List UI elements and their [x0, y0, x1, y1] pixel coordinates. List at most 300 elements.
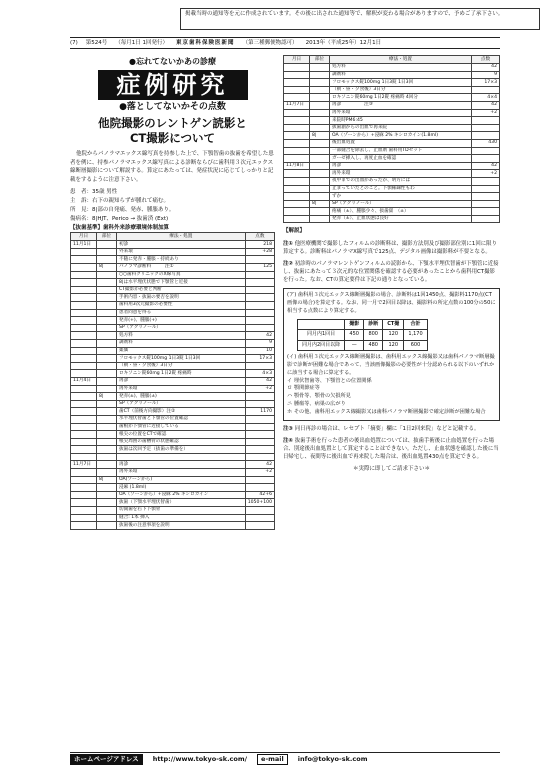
cell-treatment: 縫合: 1本 挿入: [117, 514, 246, 522]
note-4: 注④ 抜歯手術を行った患者の後出血処置については、抜歯手術後に止血処置を行った場合、別途後出血処置として算定することはできない。ただし、止血状態を確認した後に当日帰宅し、夜間等に後出血で再来院した場合は、後出血処置430点を算定できる。: [283, 437, 499, 460]
table-row: [71, 415, 275, 423]
banner-bottom: ●落としてないかその点数: [119, 102, 226, 112]
cell-points: 42: [472, 64, 500, 72]
table-row: [71, 522, 275, 530]
cell-site: [310, 86, 330, 94]
table-row: [71, 469, 275, 477]
table-row: [71, 332, 275, 340]
table-row: [71, 393, 275, 401]
cell-site: [97, 248, 117, 256]
cell-date: [284, 132, 310, 140]
col-date: 月日: [71, 233, 97, 241]
table-row: [284, 193, 500, 201]
cell-treatment: 外来環: [117, 248, 246, 256]
homepage-label: ホームページアドレス: [70, 754, 143, 764]
cell-treatment: ○○歯科クリニックのX線写真: [117, 271, 246, 279]
cell-date: [71, 271, 97, 279]
cell-treatment: 再診: [330, 162, 472, 170]
note-3: 注③ 同日再診の場合は、レセプト「摘要」欄に「1日2回来院」などと記載する。: [283, 425, 480, 432]
right-column: [283, 55, 500, 473]
table-row: [71, 256, 275, 264]
cell-date: [284, 215, 310, 223]
cell-date: [71, 469, 97, 477]
table-row: [284, 139, 500, 147]
table-row: [71, 476, 275, 484]
cell-points: +2: [472, 109, 500, 117]
cell-treatment: 処方料: [117, 332, 246, 340]
cell-site: [310, 147, 330, 155]
cell-date: [284, 155, 310, 163]
cell-date: [71, 453, 97, 461]
cell-treatment: 再外来環: [117, 469, 246, 477]
page-number: (7): [70, 39, 78, 46]
cell-site: [97, 400, 117, 408]
cell-treatment: 初診: [117, 241, 246, 249]
cell-site: [97, 294, 117, 302]
cell-site: [97, 317, 117, 325]
cell-date: [284, 94, 310, 102]
cell-date: [71, 415, 97, 423]
cell-site: [310, 79, 330, 87]
cell-site: [97, 491, 117, 499]
cell-site: [310, 193, 330, 201]
cell-treatment: SP（アクリノール）: [117, 400, 246, 408]
cell-treatment: 発赤(+)、腫脹(+): [117, 317, 246, 325]
cell-date: [284, 139, 310, 147]
cell-date: 11月7日: [71, 461, 97, 469]
article-subtitle: 他院撮影のレントゲン読影と CT撮影について: [98, 116, 247, 146]
cell-points: [245, 438, 274, 446]
cell-treatment: 疼痛（±）、腫脹少々、抜歯窩 （±）: [330, 208, 472, 216]
cell-points: [472, 86, 500, 94]
cell-site: [310, 64, 330, 72]
cell-date: [71, 514, 97, 522]
cell-points: +2: [245, 385, 274, 393]
cell-date: [284, 208, 310, 216]
cell-treatment: フロモックス錠100mg 1日3錠 1日3回: [330, 79, 472, 87]
homepage-link[interactable]: http://www.tokyo-sk.com/: [152, 755, 248, 764]
cell-site: 8|: [310, 132, 330, 140]
cell-points: [245, 271, 274, 279]
cell-points: [245, 476, 274, 484]
cell-treatment: （朝・昼・夕食後）3日分: [330, 86, 472, 94]
left-column: [70, 55, 275, 530]
table-row: [71, 370, 275, 378]
col-treatment: 療法・処置: [117, 233, 246, 241]
cell-date: [71, 248, 97, 256]
table-row: [71, 248, 275, 256]
patient-info: 患 者：35歳 男性 主 訴：右下の親知らずが腫れて痛む。 所 見：8|部の自発痛、発赤、腫脹あり。 傷病名：8|HJT、Perico → 抜歯済 (Ext): [70, 189, 175, 222]
cell-treatment: OA（ゾーンから）+浸麻 2% キシロカイン(1.8ml): [330, 132, 472, 140]
cell-treatment: 歯科用3次元撮影の必要性: [117, 302, 246, 310]
email-label: e-mail: [257, 754, 288, 764]
cell-treatment: 抜歯後の注意事項を説明: [117, 522, 246, 530]
table-row: [71, 453, 275, 461]
cell-site: [97, 355, 117, 363]
cell-points: [472, 215, 500, 223]
table-row: [284, 109, 500, 117]
cell-site: [97, 514, 117, 522]
cell-date: [284, 170, 310, 178]
cell-treatment: 一部縫合を除去し、止血剤 歯科用TDゼット: [330, 147, 472, 155]
cell-treatment: 手術内容・抜歯の要否を説明: [117, 294, 246, 302]
cell-date: [71, 324, 97, 332]
cell-treatment: CT撮影が必要と判断: [117, 286, 246, 294]
cell-points: 17×3: [245, 355, 274, 363]
table-row: [71, 355, 275, 363]
cell-treatment: SP（アクリノール）: [117, 324, 246, 332]
table-row: [71, 302, 275, 310]
feature-title: 症例研究: [98, 70, 248, 100]
cell-site: [97, 499, 117, 507]
cell-treatment: 再診 注③: [330, 101, 472, 109]
cell-date: [284, 147, 310, 155]
table-caption: 【抜歯基準】歯科外来診療環境体制加算: [70, 225, 170, 232]
cell-date: 11月7日: [284, 101, 310, 109]
table-row: [71, 438, 275, 446]
table-row: [71, 271, 275, 279]
cell-points: [472, 185, 500, 193]
ct-points-table: 撮影 診断 CT撮 合計 同月内1回目 450 800 120 1,170 同月内2回目以降 — 480 120 600: [297, 319, 428, 352]
issue-number: 第524号: [85, 39, 108, 46]
cell-points: [245, 400, 274, 408]
cell-date: [71, 476, 97, 484]
cell-treatment: 根尖周囲の歯槽骨の状態確認: [117, 438, 246, 446]
cell-treatment: 再診: [117, 377, 246, 385]
cell-site: [97, 423, 117, 431]
table-row: [284, 79, 500, 87]
email-link[interactable]: info@tokyo-sk.com: [297, 755, 368, 764]
cell-site: [310, 162, 330, 170]
col-points: 点数: [472, 56, 500, 64]
cell-points: 4×3: [245, 370, 274, 378]
cell-site: [97, 385, 117, 393]
cell-date: [71, 491, 97, 499]
table-row: [71, 400, 275, 408]
cell-site: [97, 377, 117, 385]
table-row: [71, 347, 275, 355]
cell-treatment: パノラマ診断料 注①: [117, 264, 246, 272]
explanation-title: 【解説】: [283, 228, 306, 235]
cell-points: [245, 256, 274, 264]
cell-site: [310, 170, 330, 178]
cell-site: [97, 370, 117, 378]
table-row: [71, 317, 275, 325]
cell-site: [97, 408, 117, 416]
issue-meta: （毎月1日 1回発行）: [115, 39, 169, 46]
cell-site: [97, 332, 117, 340]
cell-site: [310, 117, 330, 125]
cell-points: [472, 193, 500, 201]
cell-site: [97, 415, 117, 423]
cell-site: 8|: [97, 264, 117, 272]
cell-points: [245, 279, 274, 287]
cell-date: [284, 71, 310, 79]
cell-points: [245, 362, 274, 370]
cell-site: [97, 279, 117, 287]
cell-points: 17×3: [472, 79, 500, 87]
cell-date: [284, 117, 310, 125]
cell-date: [71, 385, 97, 393]
cell-date: [71, 332, 97, 340]
cell-treatment: ガーゼ挿入し、再度止血を確認: [330, 155, 472, 163]
cell-date: [71, 400, 97, 408]
cell-site: [310, 139, 330, 147]
cell-site: 8|: [97, 393, 117, 401]
cell-points: [245, 286, 274, 294]
table-row: [71, 408, 275, 416]
cell-date: [284, 86, 310, 94]
col-date: 月日: [284, 56, 310, 64]
cell-points: 10: [245, 347, 274, 355]
cell-points: 218: [245, 241, 274, 249]
table-row: [71, 339, 275, 347]
cell-site: [310, 177, 330, 185]
cell-points: +2: [245, 469, 274, 477]
cell-date: [284, 177, 310, 185]
cell-site: [310, 94, 330, 102]
publisher-name: 東京歯科保険医新聞: [176, 39, 235, 46]
cell-site: [97, 241, 117, 249]
ct-requirements-box: (ア) 歯科用３次元エックス線断層撮影の場合、診断料は1回1450点、撮影料1170点(CT画像の場合)を算定する。なお、同一月で2回目以降は、撮影料の所定点数の100分の50に相当する点数により算定する。 撮影 診断 CT撮 合計 同月内1回目 450 800 120 1,170 同月内2回目以降 — 480 120 600 (イ) 歯科用３次元エックス線断層撮影は、歯科用エックス線撮影又は歯科パノラマ断層撮影で診断が困難な場合であって、当該画像撮影の必要性が十分認められる以下のいずれかに該当する場合に算定する。 イ 埋伏智歯等、下顎管との位置関係 ロ 顎関節症等 ハ 顎骨等、顎骨の欠損所見 ニ 腫瘍等、病巣の広がり ホ その他、歯科用エックス線撮影又は歯科パノラマ断層撮影で確定診断が困難な場合: [283, 288, 500, 420]
cell-treatment: 水平埋伏智歯と下顎管の位置確認: [117, 415, 246, 423]
table-row: 同月内2回目以降 — 480 120 600: [298, 340, 428, 351]
cell-treatment: 後出血処置: [330, 139, 472, 147]
cell-site: [310, 185, 330, 193]
newspaper-header: [70, 37, 500, 49]
cell-site: [97, 507, 117, 515]
table-row: [284, 162, 500, 170]
table-row: [71, 362, 275, 370]
cell-site: [310, 71, 330, 79]
cell-site: [97, 362, 117, 370]
table-row: [71, 264, 275, 272]
cell-site: [97, 522, 117, 530]
cell-site: [97, 302, 117, 310]
cell-points: 42: [245, 332, 274, 340]
cell-points: [245, 522, 274, 530]
cell-date: [71, 446, 97, 454]
cell-site: [310, 124, 330, 132]
table-row: [284, 132, 500, 140]
cell-date: 11月8日: [284, 162, 310, 170]
cell-treatment: 歯根が下顎管に近接している: [117, 423, 246, 431]
issue-date: 2013年（平成25年）12月1日: [305, 39, 382, 46]
cell-treatment: 再外来環: [117, 385, 246, 393]
cell-points: 9: [472, 71, 500, 79]
table-row: [71, 484, 275, 492]
cell-treatment: 発赤(±)、腫脹(±): [117, 393, 246, 401]
col-treatment: 療法・処置: [330, 56, 472, 64]
cell-site: [97, 446, 117, 454]
cell-site: [97, 469, 117, 477]
table-row: [71, 446, 275, 454]
col-points: 点数: [245, 233, 274, 241]
cell-date: [284, 124, 310, 132]
cell-site: [97, 286, 117, 294]
table-row: [71, 423, 275, 431]
cell-points: 42: [472, 101, 500, 109]
cell-treatment: 患者同意を得る: [117, 309, 246, 317]
cell-points: 430: [472, 139, 500, 147]
cell-points: [245, 423, 274, 431]
cell-points: 42: [245, 377, 274, 385]
cell-treatment: [117, 453, 246, 461]
closing-note: ＊実際に即してご請求下さい＊: [352, 465, 430, 472]
cell-treatment: SP（アクリノール）: [330, 200, 472, 208]
cell-site: 8|: [97, 476, 117, 484]
cell-points: 4×4: [472, 94, 500, 102]
cell-date: [71, 347, 97, 355]
note-2: 注② 初診時のパノラマレントゲンフィルムの読影から、下顎水平埋伏智歯が下顎管に近接し、抜歯にあたって３次元的な位置関係を確認する必要があったことから歯科用CT撮影を行った。なお、CTの算定要件は下記の通りとなっている。: [283, 260, 499, 284]
cell-treatment: ロキソニン錠60mg 1日2錠 疼痛時 4回分: [330, 94, 472, 102]
cell-site: [97, 256, 117, 264]
cell-date: [71, 286, 97, 294]
cell-date: [71, 370, 97, 378]
col-site: 部位: [97, 233, 117, 241]
permit: （第三種郵便物認可）: [242, 39, 298, 46]
cell-date: [71, 362, 97, 370]
cell-treatment: 根尖の位置をCTで確認: [117, 431, 246, 439]
treatment-record-left: [70, 232, 275, 530]
cell-treatment: 調剤料: [330, 71, 472, 79]
explanation-section: [283, 227, 500, 473]
cell-site: [310, 155, 330, 163]
cell-site: [97, 461, 117, 469]
cell-points: [245, 302, 274, 310]
cell-date: [71, 317, 97, 325]
cell-date: [71, 355, 97, 363]
cell-site: [310, 109, 330, 117]
table-row: [71, 279, 275, 287]
cell-date: [71, 484, 97, 492]
table-row: [71, 461, 275, 469]
table-row: [71, 377, 275, 385]
cell-treatment: 歯CT（前後方向撮影）注②: [117, 408, 246, 416]
cell-date: 11月4日: [71, 377, 97, 385]
cell-date: [71, 339, 97, 347]
table-row: [71, 507, 275, 515]
table-row: 同月内1回目 450 800 120 1,170: [298, 330, 428, 341]
cell-points: [245, 294, 274, 302]
banner-top: ●忘れてないかあの診療: [129, 57, 216, 66]
cell-date: [71, 309, 97, 317]
cell-date: [71, 507, 97, 515]
cell-date: 11月1日: [71, 241, 97, 249]
cell-treatment: 再外来環: [330, 170, 472, 178]
page-footer: [70, 752, 500, 766]
table-row: [284, 170, 500, 178]
cell-points: 42+6: [245, 491, 274, 499]
cell-date: [71, 522, 97, 530]
cell-points: [245, 393, 274, 401]
cell-treatment: 夜中までの出血があったが、明方には: [330, 177, 472, 185]
cell-date: [71, 256, 97, 264]
cell-points: 1050+100: [245, 499, 274, 507]
cell-site: 8|: [310, 200, 330, 208]
cell-date: [71, 438, 97, 446]
table-row: [284, 215, 500, 223]
cell-points: 42: [472, 162, 500, 170]
table-row: [71, 491, 275, 499]
cell-site: [310, 208, 330, 216]
cell-site: [97, 324, 117, 332]
indication-list: イ 埋伏智歯等、下顎管との位置関係 ロ 顎関節症等 ハ 顎骨等、顎骨の欠損所見 ニ 腫瘍等、病巣の広がり ホ その他、歯科用エックス線撮影又は歯科パノラマ断層撮影で確定診断が困難な場合: [287, 377, 486, 415]
cell-date: [71, 408, 97, 416]
cell-date: [71, 393, 97, 401]
table-row: [284, 117, 500, 125]
cell-date: [284, 193, 310, 201]
cell-treatment: 切開歯を右下下顎骨: [117, 507, 246, 515]
cell-points: [472, 124, 500, 132]
cell-treatment: 来院時PM6:45: [330, 117, 472, 125]
table-row: [71, 385, 275, 393]
table-row: [284, 86, 500, 94]
table-row: [71, 431, 275, 439]
cell-site: [97, 431, 117, 439]
cell-site: [97, 347, 117, 355]
cell-treatment: （朝・昼・夕食後）3日分: [117, 362, 246, 370]
cell-treatment: 再診: [117, 461, 246, 469]
table-row: [284, 101, 500, 109]
cell-points: 9: [245, 339, 274, 347]
cell-points: 42: [245, 461, 274, 469]
cell-date: [284, 64, 310, 72]
cell-treatment: 止まっていたとのこと。下顎稀疎性もわ: [330, 185, 472, 193]
cell-date: [71, 279, 97, 287]
cell-site: [310, 215, 330, 223]
cell-date: [71, 302, 97, 310]
cell-date: [284, 185, 310, 193]
cell-treatment: OA（ゾーンから）+浸麻 2% キシロカイン: [117, 491, 246, 499]
cell-site: [97, 438, 117, 446]
notice-box: 掲載当時の通知等を元に作成されています。その後に出された通知等で、解釈が変わる場合がありますので、予めご了承下さい。: [180, 8, 540, 30]
table-row: [71, 294, 275, 302]
table-row: [284, 185, 500, 193]
table-row: [284, 155, 500, 163]
cell-points: [472, 208, 500, 216]
cell-date: [71, 264, 97, 272]
cell-points: +28: [245, 248, 274, 256]
cell-points: [472, 132, 500, 140]
cell-treatment: 薬価: [117, 347, 246, 355]
cell-treatment: 8|は水平埋伏状態で下顎管と近接: [117, 279, 246, 287]
cell-site: [97, 339, 117, 347]
table-row: [284, 124, 500, 132]
table-row: [71, 286, 275, 294]
cell-treatment: フロモックス錠100mg 1日3錠 1日3回: [117, 355, 246, 363]
cell-treatment: 抜歯は次回予定（抜歯の準備を）: [117, 446, 246, 454]
cell-points: [472, 147, 500, 155]
table-row: [71, 514, 275, 522]
cell-treatment: 再外来環: [330, 109, 472, 117]
cell-treatment: 抜歯（下顎水平埋伏智歯）: [117, 499, 246, 507]
cell-points: [245, 431, 274, 439]
cell-points: [245, 446, 274, 454]
cell-date: [284, 200, 310, 208]
table-row: [71, 309, 275, 317]
cell-date: [71, 499, 97, 507]
cell-site: [97, 453, 117, 461]
cell-points: [245, 507, 274, 515]
col-site: 部位: [310, 56, 330, 64]
cell-treatment: ロキソニン錠60mg 1日2錠 疼痛時: [117, 370, 246, 378]
table-row: [284, 200, 500, 208]
cell-points: [472, 177, 500, 185]
cell-points: [472, 155, 500, 163]
cell-date: [71, 431, 97, 439]
treatment-record-right: [283, 55, 500, 223]
